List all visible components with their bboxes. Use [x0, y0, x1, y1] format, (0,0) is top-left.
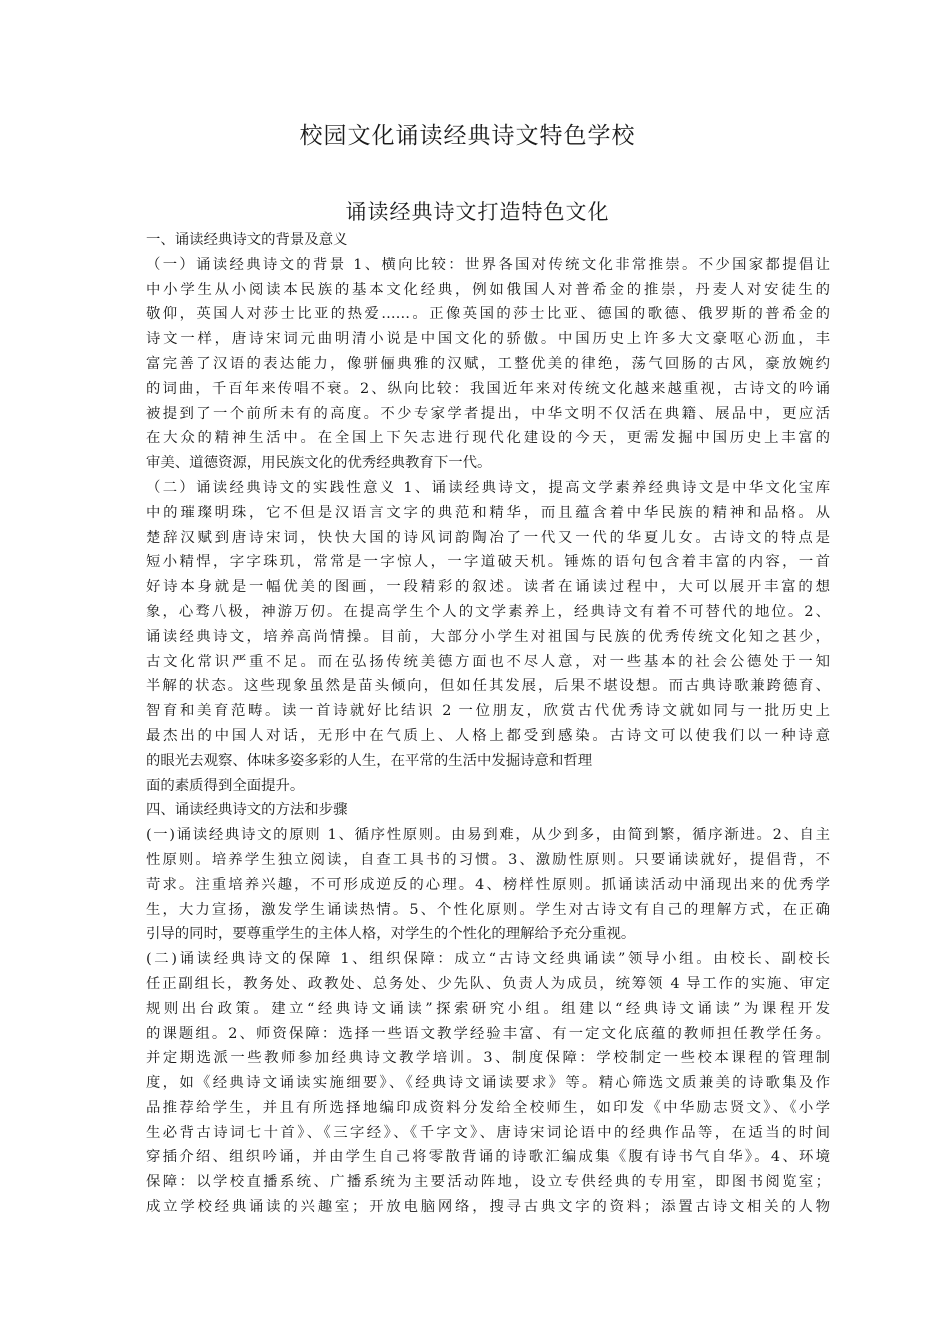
body-line: 四、诵读经典诗文的方法和步骤 — [146, 802, 348, 819]
body-line: 生必背古诗词七十首》、《三字经》、《千字文》、唐诗宋词论语中的经典作品等，在适当的时间 — [146, 1124, 830, 1141]
body-line: 一、诵读经典诗文的背景及意义 — [146, 232, 348, 248]
body-line: 并定期选派一些教师参加经典诗文教学培训。3、制度保障：学校制定一些校本课程的管理制 — [146, 1050, 830, 1067]
body-line: 成立学校经典诵读的兴趣室；开放电脑网络，搜寻古典文字的资料；添置古诗文相关的人物 — [146, 1199, 830, 1216]
body-line: 面的素质得到全面提升。 — [146, 777, 305, 794]
body-line: 中小学生从小阅读本民族的基本文化经典，例如俄国人对普希金的推崇，丹麦人对安徒生的 — [146, 281, 830, 298]
body-line: (二)诵读经典诗文的保障 1、组织保障：成立“古诗文经典诵读”领导小组。由校长、副校长 — [146, 951, 830, 968]
body-line: 的眼光去观察、体味多姿多彩的人生，在平常的生活中发掘诗意和哲理 — [146, 752, 593, 769]
document-subtitle: 诵读经典诗文打造特色文化 — [345, 200, 610, 224]
body-line: 最杰出的中国人对话，无形中在气质上、人格上都受到感染。古诗文可以使我们以一种诗意 — [146, 727, 830, 744]
body-line: 中的璀璨明珠，它不但是汉语言文字的典范和精华，而且蕴含着中华民族的精神和品格。从 — [146, 504, 830, 521]
body-line: 穿插介绍、组织吟诵，并由学生自己将零散背诵的诗歌汇编成集《腹有诗书气自华》。4、环境 — [146, 1149, 830, 1166]
body-line: 敬仰，英国人对莎士比亚的热爱……。正像英国的莎士比亚、德国的歌德、俄罗斯的普希金的 — [146, 306, 830, 323]
body-line: 诵读经典诗文，培养高尚情操。目前，大部分小学生对祖国与民族的优秀传统文化知之甚少， — [146, 628, 830, 645]
body-line: 审美、道德资源，用民族文化的优秀经典教育下一代。 — [146, 455, 492, 472]
body-line: 半解的状态。这些现象虽然是苗头倾向，但如任其发展，后果不堪设想。而古典诗歌兼跨德育、 — [146, 678, 830, 695]
body-line: 楚辞汉赋到唐诗宋词，快快大国的诗风词韵陶冶了一代又一代的华夏儿女。古诗文的特点是 — [146, 529, 830, 546]
body-line: 好诗本身就是一幅优美的图画，一段精彩的叙述。读者在诵读过程中，大可以展开丰富的想 — [146, 579, 830, 596]
body-line: 古文化常识严重不足。而在弘扬传统美德方面也不尽人意，对一些基本的社会公德处于一知 — [146, 653, 830, 670]
body-line: 苛求。注重培养兴趣，不可形成逆反的心理。4、榜样性原则。抓诵读活动中涌现出来的优秀学 — [146, 876, 830, 893]
body-line: 任正副组长，教务处、政教处、总务处、少先队、负责人为成员，统筹领 4 导工作的实施、审定 — [146, 975, 830, 992]
body-line: 规则出台政策。建立“经典诗文诵读”探索研究小组。组建以“经典诗文诵读”为课程开发 — [146, 1000, 830, 1017]
body-line: 保障：以学校直播系统、广播系统为主要活动阵地，设立专供经典的专用室，即图书阅览室； — [146, 1174, 830, 1191]
body-line: 的词曲，千百年来传唱不衰。2、纵向比较：我国近年来对传统文化越来越重视，古诗文的吟诵 — [146, 380, 830, 397]
body-line: 生，大力宣扬，激发学生诵读热情。5、个性化原则。学生对古诗文有自己的理解方式，在正确 — [146, 901, 830, 918]
body-line: 象，心骛八极，神游万仞。在提高学生个人的文学素养上，经典诗文有着不可替代的地位。2、 — [146, 603, 830, 620]
body-line: 智育和美育范畴。读一首诗就好比结识 2 一位朋友，欣赏古代优秀诗文就如同与一批历史上 — [146, 703, 830, 720]
body-line: （二）诵读经典诗文的实践性意义 1、诵读经典诗文，提高文学素养经典诗文是中华文化宝库 — [146, 479, 830, 496]
body-line: 被提到了一个前所未有的高度。不少专家学者提出，中华文明不仅活在典籍、展品中，更应活 — [146, 405, 830, 422]
body-line: （一）诵读经典诗文的背景 1、横向比较：世界各国对传统文化非常推崇。不少国家都提倡让 — [146, 256, 830, 273]
body-line: (一)诵读经典诗文的原则 1、循序性原则。由易到难，从少到多，由简到繁，循序渐进。2、自主 — [146, 827, 830, 844]
body-line: 诗文一样，唐诗宋词元曲明清小说是中国文化的骄傲。中国历史上许多大文豪呕心沥血，丰 — [146, 331, 830, 348]
body-line: 度，如《经典诗文诵读实施细要》、《经典诗文诵读要求》等。精心筛选文质兼美的诗歌集及作 — [146, 1075, 830, 1092]
body-line: 富完善了汉语的表达能力，像骈俪典雅的汉赋，工整优美的律绝，荡气回肠的古风，豪放婉约 — [146, 355, 830, 372]
body-line: 性原则。培养学生独立阅读，自查工具书的习惯。3、激励性原则。只要诵读就好，提倡背，不 — [146, 851, 830, 868]
document-title: 校园文化诵读经典诗文特色学校 — [299, 123, 636, 149]
body-line: 的课题组。2、师资保障：选择一些语文教学经验丰富、有一定文化底蕴的教师担任教学任务。 — [146, 1025, 830, 1042]
body-line: 短小精悍，字字珠玑，常常是一字惊人，一字道破天机。锤炼的语句包含着丰富的内容，一首 — [146, 554, 830, 571]
body-line: 引导的同时，要尊重学生的主体人格，对学生的个性化的理解给予充分重视。 — [146, 926, 636, 943]
body-line: 在大众的精神生活中。在全国上下矢志进行现代化建设的今天，更需发掘中国历史上丰富的 — [146, 430, 830, 447]
body-line: 品推荐给学生，并且有所选择地编印成资料分发给全校师生，如印发《中华励志贤文》、《小学 — [146, 1099, 830, 1116]
document-body — [146, 228, 830, 1220]
